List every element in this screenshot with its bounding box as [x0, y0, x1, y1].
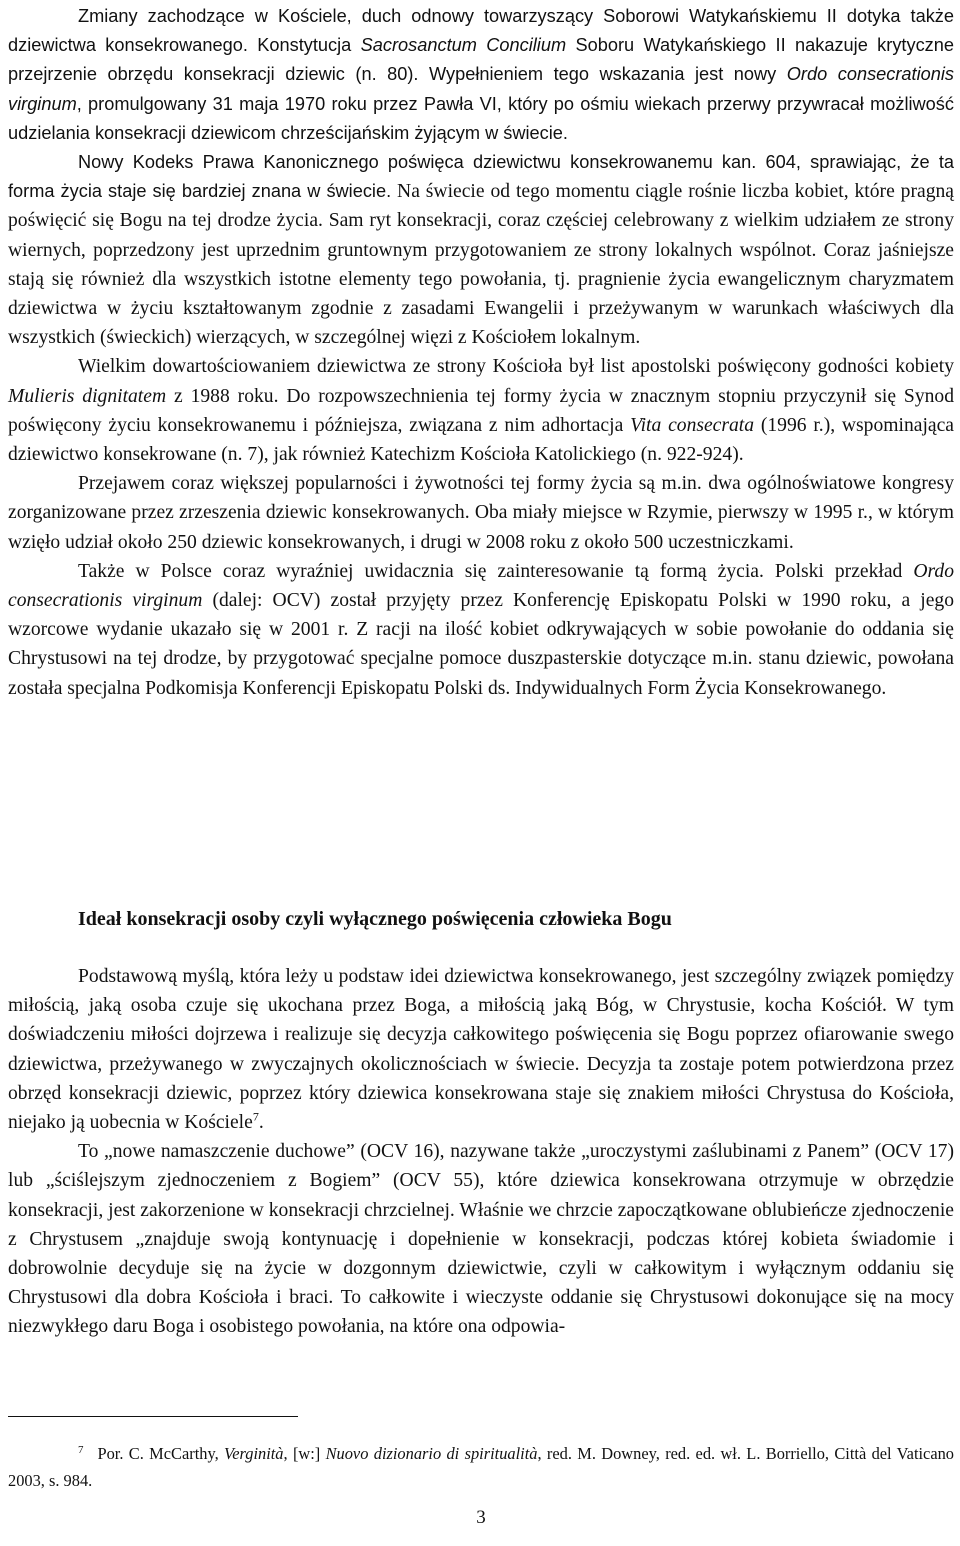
- page-number: 3: [476, 1507, 486, 1528]
- section-ideal: [8, 962, 954, 1342]
- footnote-marker: 7: [78, 1443, 84, 1456]
- footnote-divider: [8, 1416, 298, 1417]
- section-heading: Ideał konsekracji osoby czyli wyłącznego poświęcenia człowieka Bogu: [78, 908, 672, 930]
- paragraph-7: To „nowe namaszczenie duchowe” (OCV 16), nazywane także „uroczystymi zaślubinami z Panem” (OCV 17) lub „ściślejszym zjednoczeniem z Bogiem” (OCV 55), które dziewica konsekrowana otrzymuje w obrzędzie konsekracji, jest zakorzenione w konsekracji chrzcielnej. Właśnie we chrzcie zapoczątkowane oblubieńcze zjednoczenie z Chrystusem „znajduje swoją kontynuację i dopełnienie w konsekracji, podczas której kobieta świadomie i dobrowolnie decyduje się na życie w dozgonnym dziewictwie, czyli w całkowitym i wyłącznym oddaniu się Chrystusowi dla dobra Kościoła i braci. To całkowite i wieczyste oddanie się Chrystusowi dokonujące się na mocy niezwykłego daru Boga i osobistego powołania, na które ona odpowia-: [8, 1141, 954, 1338]
- footnote: $^7$ Por. C. McCarthy, Verginità, [w:] Nuovo dizionario di spiritualità, red. M. Downey, red. ed. wł. L. Borriello, Città del Vaticano 2003, s. 984.: [8, 1443, 954, 1490]
- paragraph-2: Nowy Kodeks Prawa Kanonicznego poświęca dziewictwu konsekrowanemu kan. 604, sprawiając, że ta forma życia staje się bardziej znana w świecie. Na świecie od tego momentu ciągle rośnie liczba kobiet, które pragną poświęcić się Bogu na tej drodze życia. Sam ryt konsekracji, coraz częściej celebrowany z wielkim udziałem ze strony wiernych, poprzedzony jest uprzednim gruntownym przygotowaniem ze strony lokalnych wspólnot. Coraz jaśniejsze stają się również dla wszystkich istotne elementy tego powołania, tj. pragnienie życia ewangelicznym charyzmatem dziewictwa w życiu kształtowanym zgodnie z zasadami Ewangelii i przeżywanym w warunkach właściwych dla wszystkich (świeckich) wierzących, w szczególnej więzi z Kościołem lokalnym.: [8, 152, 954, 349]
- paragraph-6: Podstawową myślą, która leży u podstaw idei dziewictwa konsekrowanego, jest szczególny związek pomiędzy miłością, jaką osoba czuje się ukochana przez Boga, a miłością jaką Bóg, w Chrystusie, kocha Kościół. W tym doświadczeniu miłości dojrzewa i realizuje się decyzja całkowitego poświęcenia się Bogu poprzez ofiarowanie swego dziewictwa, przeżywanego w zwyczajnych okolicznościach w świecie. Decyzja ta zostaje potem potwierdzona przez obrzęd konsekracji dziewic, poprzez który dziewica konsekrowana staje się znakiem miłości Chrystusa do Kościoła, niejako ją uobecnia w Kościele$^7$.: [8, 966, 954, 1134]
- footnote-reference[interactable]: 7: [252, 1109, 259, 1124]
- paragraph-4: Przejawem coraz większej popularności i żywotności tej formy życia są m.in. dwa ogólnoświatowe kongresy zorganizowane przez zrzeszenia dziewic konsekrowanych. Oba miały miejsce w Rzymie, pierwszy w 1995 r., w którym wzięło udział około 250 dziewic konsekrowanych, i drugi w 2008 roku z około 500 uczestniczkami.: [8, 473, 954, 553]
- paragraph-3: Wielkim dowartościowaniem dziewictwa ze strony Kościoła był list apostolski poświęcony godności kobiety Mulieris dignitatem z 1988 roku. Do rozpowszechnienia tej formy życia w znacznym stopniu przyczynił się Synod poświęcony życiu konsekrowanemu i późniejsza, związana z nim adhortacja Vita consecrata (1996 r.), wspominająca dziewictwo konsekrowane (n. 7), jak również Katechizm Kościoła Katolickiego (n. 922-924).: [8, 356, 955, 466]
- paragraph-1: Zmiany zachodzące w Kościele, duch odnowy towarzyszący Soborowi Watykańskiemu II dotyka także dziewictwa konsekrowanego. Konstytucja Sacrosanctum Concilium Soboru Watykańskiego II nakazuje krytyczne przejrzenie obrzędu konsekracji dziewic (n. 80). Wypełnieniem tego wskazania jest nowy Ordo consecrationis virginum, promulgowany 31 maja 1970 roku przez Pawła VI, który po ośmiu wiekach przerwy przywracał możliwość udzielania konsekracji dziewicom chrześcijańskim żyjącym w świecie.: [8, 6, 954, 143]
- paragraph-5: Także w Polsce coraz wyraźniej uwidacznia się zainteresowanie tą formą życia. Polski przekład Ordo consecrationis virginum (dalej: OCV) został przyjęty przez Konferencję Episkopatu Polski w 1990 roku, a jego wzorcowe wydanie ukazało się w 2001 r. Z racji na ilość kobiet odkrywających w sobie powołanie do oddania się Chrystusowi na tej drodze, by przygotować specjalne pomoce duszpasterskie dotyczące m.in. stanu dziewic, powołana została specjalna Podkomisja Konferencji Episkopatu Polski ds. Indywidualnych Form Życia Konsekrowanego.: [8, 560, 955, 699]
- section-intro: [8, 2, 954, 703]
